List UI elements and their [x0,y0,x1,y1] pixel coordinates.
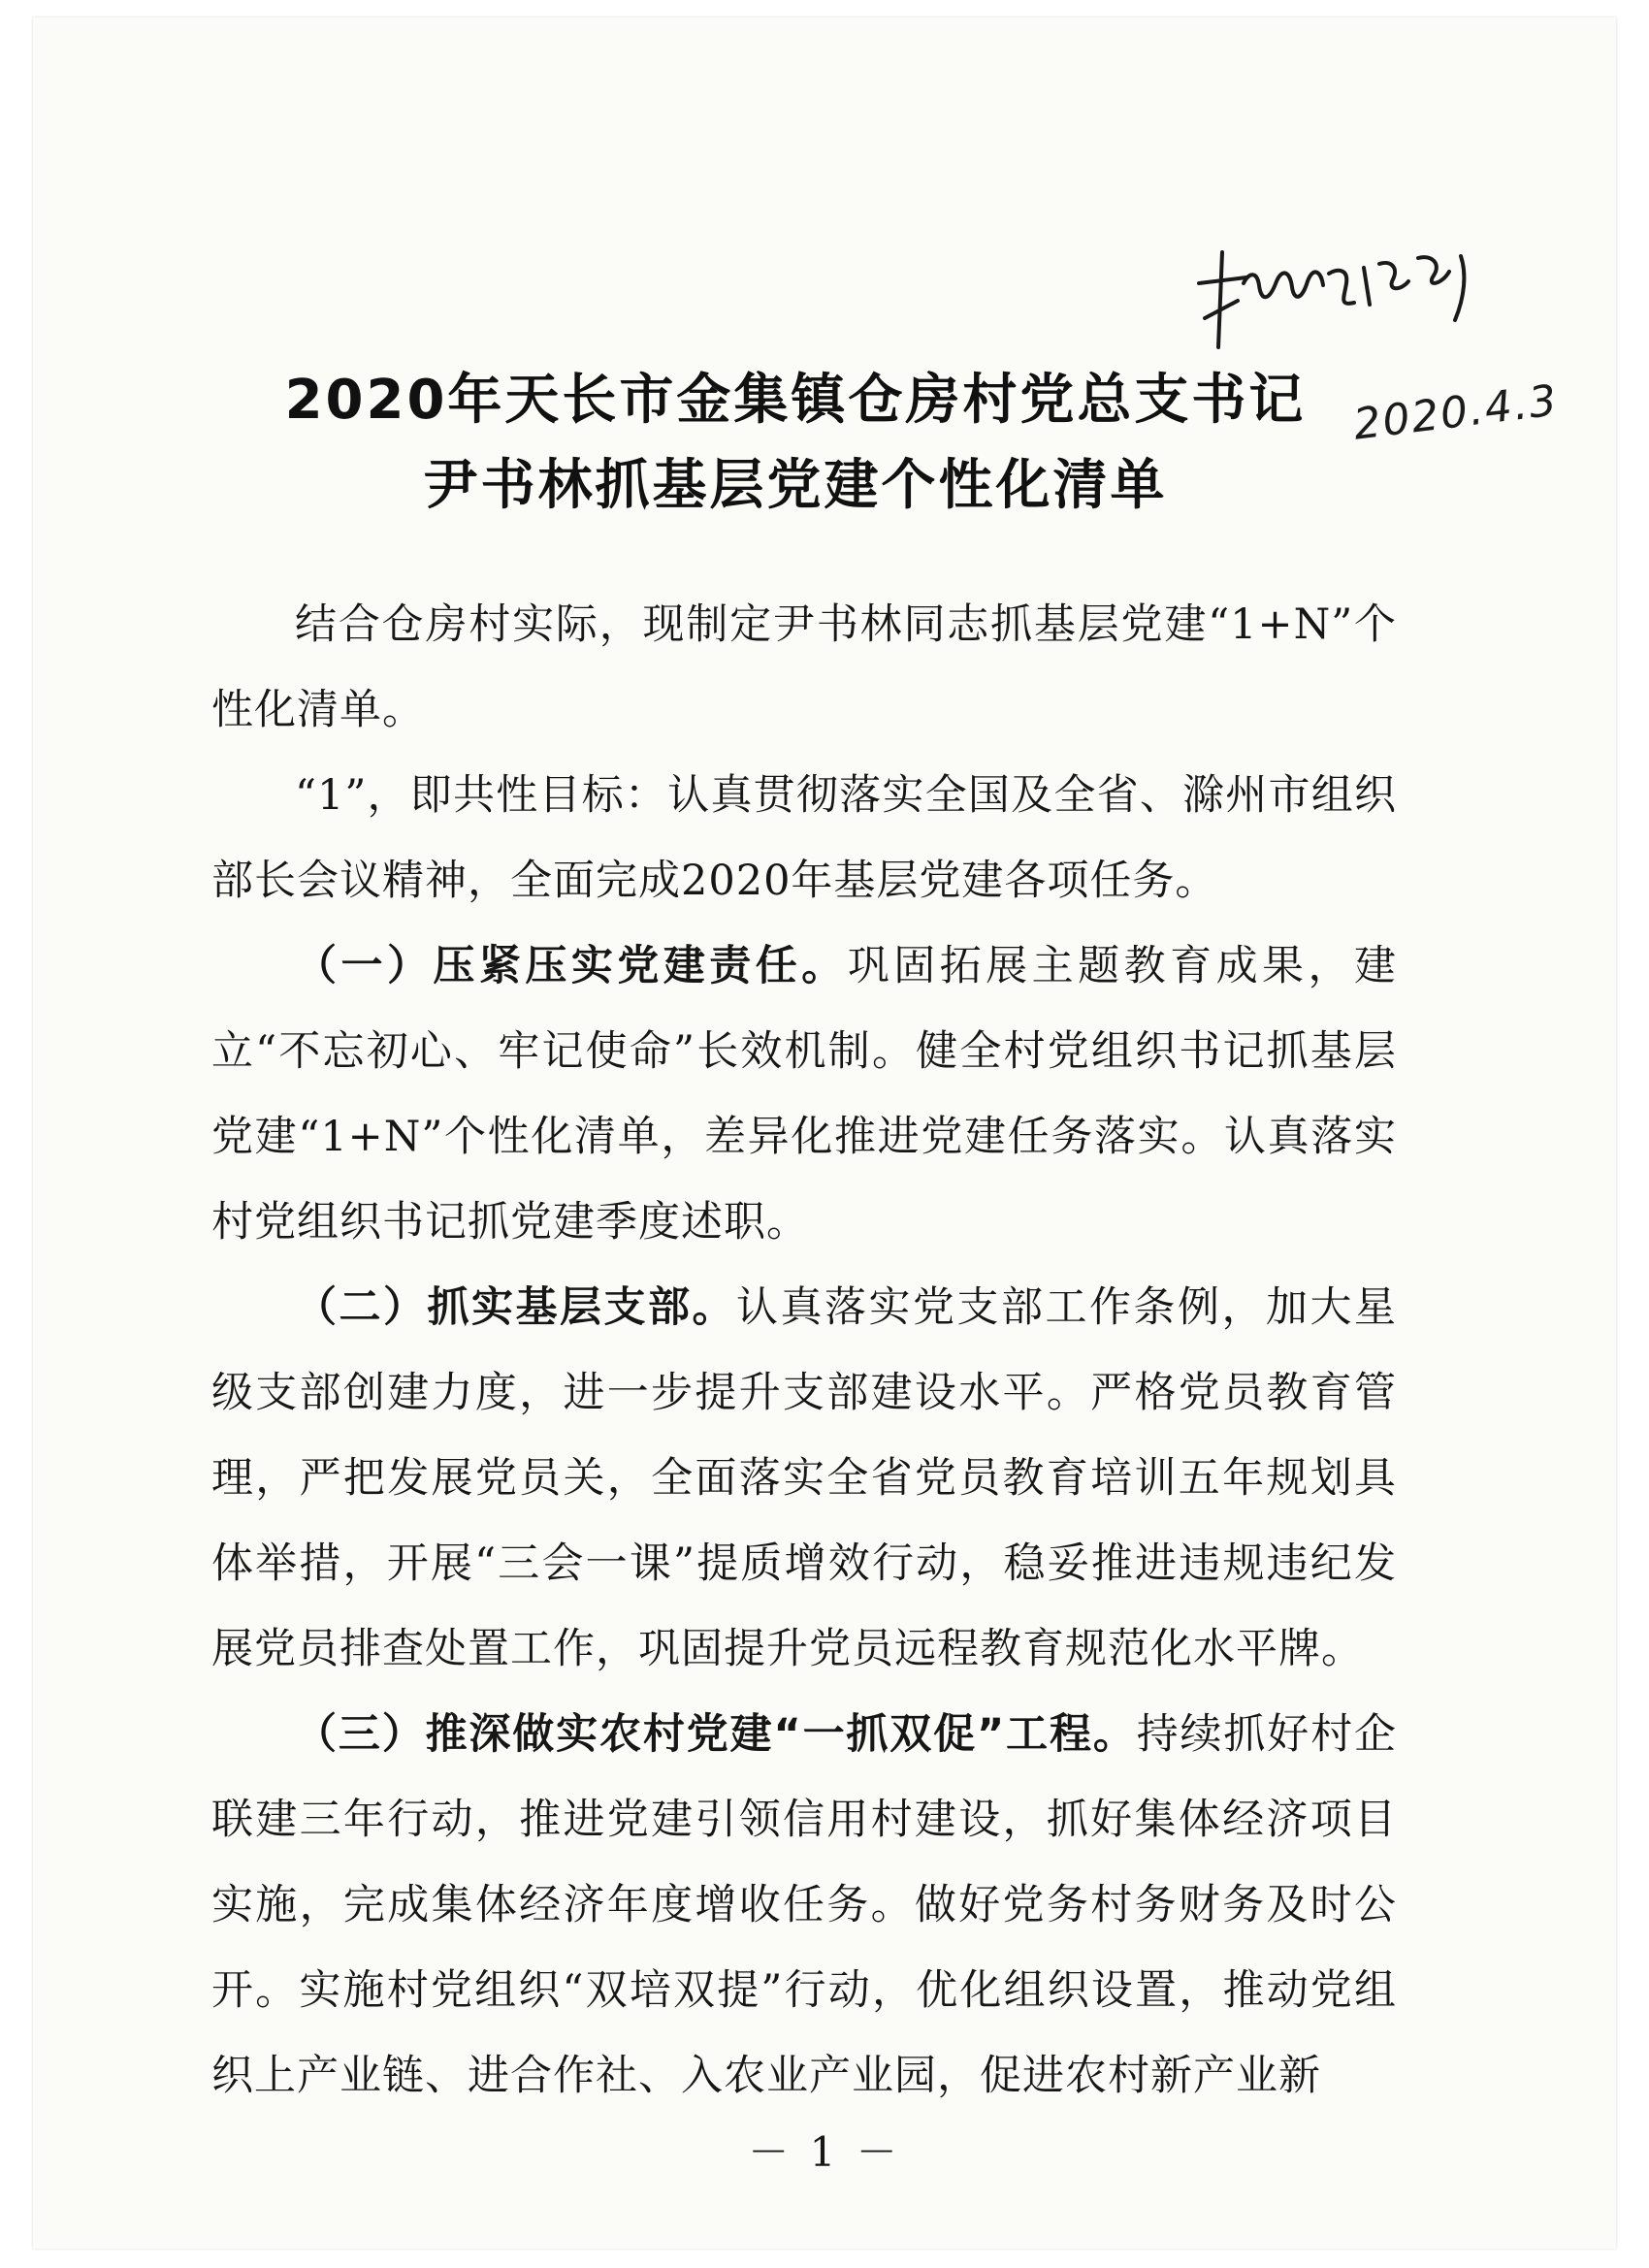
page-number: － 1 － [748,2128,901,2176]
section-1-text: 巩固拓展主题教育成果，建立“不忘初心、牢记使命”长效机制。健全村党组织书记抓基层党建“1+N”个性化清单，差异化推进党建任务落实。认真落实村党组织书记抓党建季度述职。 [211,942,1398,1247]
section-2-paragraph [211,1265,1397,1692]
intro-paragraph: 结合仓房村实际，现制定尹书林同志抓基层党建“1+N”个性化清单。 [211,600,1397,734]
section-3-heading: （三）推深做实农村党建“一抓双促”工程。 [295,1710,1137,1759]
section-3-text: 持续抓好村企联建三年行动，推进党建引领信用村建设，抓好集体经济项目实施，完成集体经济年度增收任务。做好党务村务财务及时公开。实施村党组织“双培双提”行动，优化组织设置，推动党组织上产业链、进合作社、入农业产业园，促进农村新产业新 [211,1710,1397,2100]
document-body [211,582,1397,2119]
section-2-heading: （二）抓实基层支部。 [295,1283,736,1332]
signature-date: 2020.4.3 [1350,375,1562,450]
section-1-paragraph [211,923,1397,1265]
section-1-heading: （一）压紧压实党建责任。 [295,942,848,990]
document-title-line-1: 2020年天长市金集镇仓房村党总支书记 [284,369,1307,432]
common-goal-paragraph: “1”，即共性目标：认真贯彻落实全国及全省、滁州市组织部长会议精神，全面完成2020年基层党建各项任务。 [211,771,1397,905]
section-3-paragraph [211,1692,1397,2119]
section-2-text: 认真落实党支部工作条例，加大星级支部创建力度，进一步提升支部建设水平。严格党员教育管理，严把发展党员关，全面落实全省党员教育培训五年规划具体举措，开展“三会一课”提质增效行动，稳妥推进违规违纪发展党员排查处置工作，巩固提升党员远程教育规范化水平牌。 [211,1283,1397,1673]
document-title-line-2: 尹书林抓基层党建个性化清单 [423,454,1168,517]
